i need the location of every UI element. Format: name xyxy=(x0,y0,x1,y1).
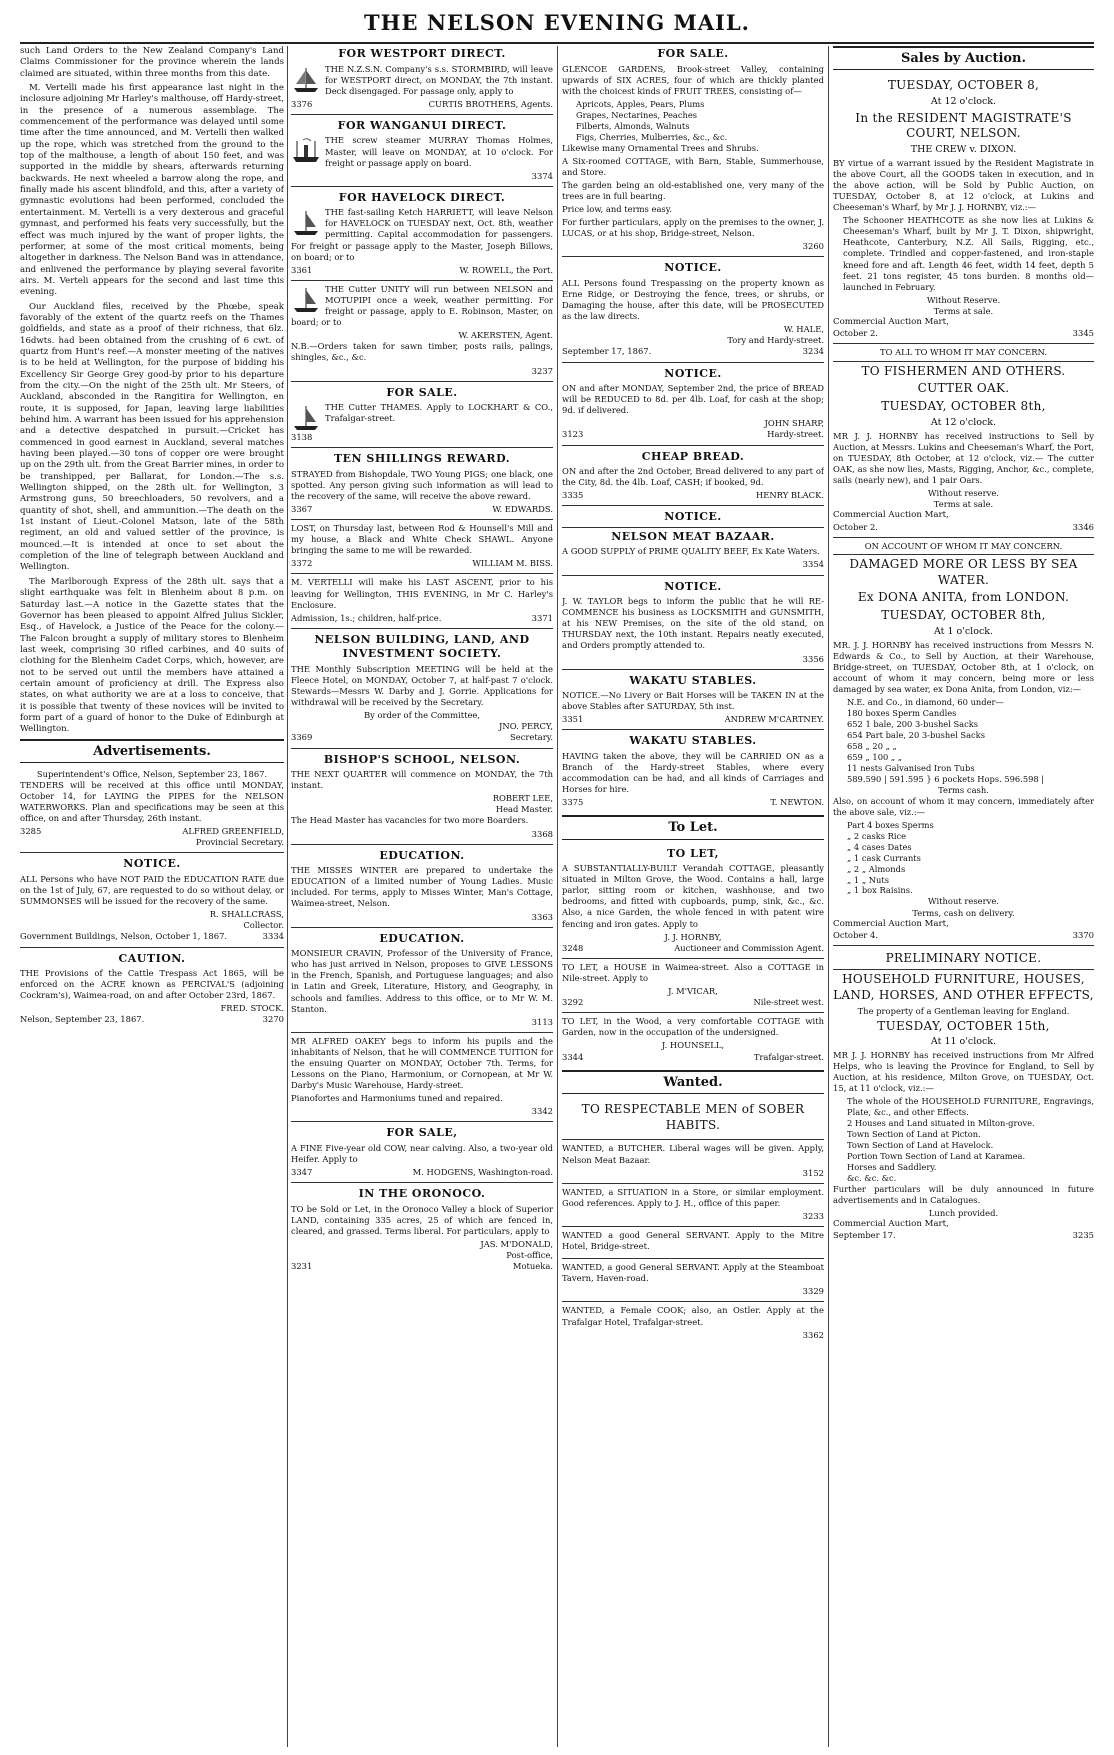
list-item: „ 1 „ Nuts xyxy=(847,874,889,885)
ad-text: For further particulars, apply on the premises to the owner, J. LUCAS, or at his shop, Bridge-street, Nelson. xyxy=(562,217,824,239)
ad-signer: JOHN SHARP, xyxy=(764,418,824,429)
sales-by-auction-header: Sales by Auction. xyxy=(833,46,1094,70)
building-society-ad xyxy=(291,628,553,748)
ad-body: MR ALFRED OAKEY begs to inform his pupils and the inhabitants of Nelson, that he will COMMENCE TUITION for the ensuing Quarter on MONDAY, October 7th. Terms, for Lessons on the Piano, Harmonium, or Cornopean, at Mr W. Darby's Music Warehouse, Hardy-street. xyxy=(291,1035,553,1091)
ad-number: 3234 xyxy=(802,346,824,357)
preliminary-notice-auction xyxy=(833,945,1094,1246)
ad-number: 3113 xyxy=(531,1016,553,1027)
ad-number: 3354 xyxy=(802,559,824,570)
list-item: Figs, Cherries, Mulberries, &c., &c. xyxy=(576,131,728,142)
caution-notice xyxy=(20,947,284,1030)
taylor-notice xyxy=(562,575,824,669)
vertelli-ad xyxy=(291,573,553,627)
ad-signer: J. HOUNSELL, xyxy=(661,1040,725,1051)
ad-title: Secretary. xyxy=(510,732,553,743)
tenders-ad xyxy=(20,766,284,853)
ad-admission: Admission, 1s.; children, half-price. xyxy=(291,612,442,623)
ad-heading: NOTICE. xyxy=(123,857,181,871)
ad-title: Head Master. xyxy=(495,804,553,815)
ad-number: 3152 xyxy=(802,1167,824,1178)
ad-text: The garden being an old-established one, very many of the trees are in full bearing. xyxy=(562,179,824,201)
auction-mart: Commercial Auction Mart, xyxy=(833,918,949,929)
ad-number: 3235 xyxy=(1072,1230,1094,1241)
ad-body: THE N.Z.S.N. Company's s.s. STORMBIRD, will leave for WESTPORT direct, on MONDAY, the 7th instant. Deck disengaged. For passage only, apply to xyxy=(325,63,553,96)
ad-signer: W. EDWARDS. xyxy=(492,504,553,515)
education-cravin-ad xyxy=(291,927,553,1032)
ad-title: Auctioneer and Commission Agent. xyxy=(674,942,824,953)
ad-title: Tory and Hardy-street. xyxy=(727,335,824,346)
ad-body: HAVING taken the above, they will be CARRIED ON as a Branch of the Hardy-street Stables, where every accommodation can be had, and all kinds of Carriages and Horses for hire. xyxy=(562,750,824,795)
ad-date: Nelson, September 23, 1867. xyxy=(20,1014,145,1025)
ad-body: TO LET, in the Wood, a very comfortable COTTAGE with Garden, now in the occupation of the undersigned. xyxy=(562,1016,824,1038)
unity-ad xyxy=(291,280,553,381)
cutter-oak-auction xyxy=(833,343,1094,536)
ad-body: BY virtue of a warrant issued by the Resident Magistrate in the above Court, all the GOODS taken in execution, and in the above action, will be Sold by Public Auction, on TUESDAY, October 8, at 12 o'clock, at Lukins and Cheeseman's Wharf, by Mr J. J. HORNBY, viz.:— xyxy=(833,157,1094,213)
fruit-list xyxy=(576,99,824,143)
auction-date: TUESDAY, OCTOBER 8th, xyxy=(881,608,1046,623)
list-item: 180 boxes Sperm Candles xyxy=(847,708,957,718)
ad-signer: JAS. M'DONALD, xyxy=(480,1239,553,1250)
list-item: 658 „ 20 „ „ xyxy=(847,740,897,751)
newspaper-title: THE NELSON EVENING MAIL. xyxy=(364,10,750,35)
auction-cash: Terms cash. xyxy=(938,784,989,795)
lost-shawl-ad xyxy=(291,519,553,573)
bishops-school-ad xyxy=(291,748,553,844)
auction-time: At 12 o'clock. xyxy=(930,417,997,429)
auction-terms: Terms, cash on delivery. xyxy=(912,907,1015,918)
ad-heading: WAKATU STABLES. xyxy=(629,734,757,748)
ad-body: MR. J. J. HORNBY has received instructions from Messrs N. Edwards & Co., to Sell by Auction, at their Warehouse, Bridge-street, on TUESDAY, October 8th, at 1 o'clock, on account of whom it may concern, being more or less damaged by sea water, ex Dona Anita, from London, viz:— xyxy=(833,639,1094,694)
auction-concern: TO ALL TO WHOM IT MAY CONCERN. xyxy=(880,347,1047,358)
ad-heading: NOTICE. xyxy=(664,261,722,275)
ad-title: Hardy-street. xyxy=(767,429,824,440)
ad-number: 3285 xyxy=(20,826,42,837)
auction-subheading: HOUSEHOLD FURNITURE, HOUSES, LAND, HORSES, AND OTHER EFFECTS, xyxy=(833,969,1094,1004)
ad-heading: IN THE ORONOCO. xyxy=(358,1187,486,1201)
ad-heading: BISHOP'S SCHOOL, NELSON. xyxy=(323,752,521,766)
ad-body: TO be Sold or Let, in the Oronoco Valley a block of Superior LAND, containing 335 acres, 25 of which are fenced in, cleared, and grassed. Terms liberal. For particulars, apply to xyxy=(291,1203,553,1236)
list-item: Grapes, Nectarines, Peaches xyxy=(576,109,698,120)
property-list xyxy=(847,1096,1094,1184)
ad-body: TENDERS will be received at this office until MONDAY, October 14, for LAYING the PIPES for the NELSON WATERWORKS. Plan and specifications may be seen at this office, on and after Thursday, 26th instant. xyxy=(20,779,284,824)
column-rule xyxy=(828,46,829,1747)
ad-title: Provincial Secretary. xyxy=(195,837,284,848)
ad-body: WANTED, a good General SERVANT. Apply at the Steamboat Tavern, Haven-road. xyxy=(562,1262,824,1284)
havelock-ad xyxy=(291,186,553,280)
wanted-sober-men-ad xyxy=(562,1097,824,1140)
ad-heading: TO LET, xyxy=(666,846,720,860)
wanted-situation-ad xyxy=(562,1183,824,1226)
ad-heading: NOTICE. xyxy=(664,366,722,380)
ad-note: The Head Master has vacancies for two more Boarders. xyxy=(291,815,529,826)
ad-number: 3371 xyxy=(531,612,553,623)
list-item: Town Section of Land at Picton. xyxy=(847,1129,981,1140)
list-item: 589.590 | 591.595 } 6 pockets Hops. 596.598 | xyxy=(847,773,1045,784)
wanted-header: Wanted. xyxy=(562,1070,824,1094)
ad-body: THE screw steamer MURRAY Thomas Holmes, Master, will leave on MONDAY, at 10 o'clock. For freight or passage apply on board. xyxy=(325,135,553,168)
ad-signer: ROBERT LEE, xyxy=(492,793,553,804)
ad-body: MR J. J. HORNBY has received instructions to Sell by Auction, at Messrs. Lukins and Cheeseman's Wharf, the Port, on TUESDAY, 8th October, at 12 o'clock, viz.— The cutter OAK, as she now lies, Masts, Rigging, Anchor, &c., complete, sails (nearly new), and 1 pair Oars. xyxy=(833,430,1094,485)
ad-number: 3351 xyxy=(562,714,584,725)
ad-body: THE MISSES WINTER are prepared to undertake the EDUCATION of a limited number of Young Ladies. Music included. For terms, apply to Misses Winter, Man's Cottage, Waimea-street, Nelson. xyxy=(291,865,553,909)
ad-number: 3370 xyxy=(1072,929,1094,940)
to-let-wood-ad xyxy=(562,1012,824,1066)
ad-title: Post-office, xyxy=(506,1250,553,1261)
list-item: „ 1 box Raisins. xyxy=(847,885,913,896)
list-item: Part 4 boxes Sperms xyxy=(847,819,934,830)
wakatu-stables-notice-2 xyxy=(562,729,824,812)
ad-body: ALL Persons found Trespassing on the property known as Erne Ridge, or Destroying the fence, trees, or shrubs, or Damaging the house, after this date, will be PROSECUTED as the law directs. xyxy=(562,277,824,322)
ad-number: 3347 xyxy=(291,1167,313,1178)
ad-number: 3344 xyxy=(562,1051,584,1062)
auction-case: THE CREW v. DIXON. xyxy=(910,144,1017,156)
ad-signer: HENRY BLACK. xyxy=(755,490,824,501)
thames-sale-ad xyxy=(291,381,553,448)
auction-mart-date: October 2. xyxy=(833,521,878,532)
column-rule xyxy=(287,46,288,1747)
wanted-servant-mitre-ad xyxy=(562,1226,824,1258)
ad-number: 3237 xyxy=(531,365,553,376)
auction-court: In the RESIDENT MAGISTRATE'S COURT, NELSON. xyxy=(855,110,1072,141)
column-2 xyxy=(291,46,553,1747)
ad-heading: WAKATU STABLES. xyxy=(629,673,757,687)
education-rate-notice xyxy=(20,852,284,946)
ad-number: 3334 xyxy=(262,931,284,942)
ad-note: Pianofortes and Harmoniums tuned and repaired. xyxy=(291,1093,503,1104)
ad-number: 3367 xyxy=(291,504,313,515)
auction-item: The Schooner HEATHCOTE as she now lies at Lukins & Cheeseman's Wharf, built by Mr J. T. Dixon, shipwright, Heathcote, Canterbury, N.Z. All Sails, Rigging, etc., complete. Trindled and copper-fastened, and iron-staple kneed fore and aft. Length 46 feet, width 14 feet, depth 5 feet. 21 tons register, 45 tons burden. 8 months old—launched in February. xyxy=(843,215,1094,292)
ad-body: THE NEXT QUARTER will commence on MONDAY, the 7th instant. xyxy=(291,769,553,791)
ad-signer: W. AKERSTEN, Agent. xyxy=(458,330,553,341)
ad-body: A GOOD SUPPLY of PRIME QUALITY BEEF, Ex Kate Waters. xyxy=(562,546,820,557)
ad-body: MONSIEUR CRAVIN, Professor of the University of France, who has just arrived in Nelson, proposes to GIVE LESSONS in the French, Spanish, and Portuguese languages; and also in Latin and Greek, Literature, History, and Geography, in schools and families. Address to this office, or to Mr W. M. Stanton. xyxy=(291,948,553,1014)
ad-body: J. W. TAYLOR begs to inform the public that he will RE-COMMENCE his business as LOCKSMITH and GUNSMITH, at his NEW Premises, on the site of the old stand, on THURSDAY next, the 10th instant. Repairs neatly executed, and Orders promptly attended to. xyxy=(562,596,824,651)
ad-heading: NOTICE. xyxy=(664,510,722,524)
list-item: „ 2 „ Almonds xyxy=(847,863,906,874)
ad-text: Likewise many Ornamental Trees and Shrubs. xyxy=(562,142,759,153)
wanted-servant-steamboat-ad xyxy=(562,1258,824,1301)
wanted-butcher-ad xyxy=(562,1139,824,1182)
ad-heading: NELSON BUILDING, LAND, AND INVESTMENT SOCIETY. xyxy=(314,632,530,661)
glencoe-sale-ad xyxy=(562,47,824,256)
ad-heading: TEN SHILLINGS REWARD. xyxy=(333,452,511,466)
list-item: Town Section of Land at Havelock. xyxy=(847,1140,994,1151)
ad-title: Collector. xyxy=(243,920,284,931)
ad-number: 3248 xyxy=(562,942,584,953)
ad-title: Trafalgar-street. xyxy=(753,1051,824,1062)
ad-body: THE fast-sailing Ketch HARRIETT, will leave Nelson for HAVELOCK on TUESDAY next, Oct. 8th, weather permitting. Capital accommodation for passengers. For freight or passage apply to the Master, Joseph Billows, on board; or to xyxy=(291,207,553,262)
auction-mart: Commercial Auction Mart, xyxy=(833,1219,949,1230)
ad-heading: FOR SALE. xyxy=(386,385,458,399)
ad-signer: J. M'VICAR, xyxy=(668,986,718,997)
reward-ad xyxy=(291,447,553,519)
ad-text: A Six-roomed COTTAGE, with Barn, Stable, Summerhouse, and Store. xyxy=(562,155,824,177)
auction-concern: ON ACCOUNT OF WHOM IT MAY CONCERN. xyxy=(864,540,1063,551)
ad-heading: NOTICE. xyxy=(664,579,722,593)
auction-date: TUESDAY, OCTOBER 8, xyxy=(887,78,1040,93)
ship-icon xyxy=(291,209,321,237)
steamer-icon xyxy=(291,137,321,165)
ad-body: THE Cutter THAMES. Apply to LOCKHART & CO., Trafalgar-street. xyxy=(325,402,553,424)
ad-number: 3374 xyxy=(531,170,553,181)
ad-number: 3260 xyxy=(802,241,824,252)
auction-mart: Commercial Auction Mart, xyxy=(833,317,949,328)
masthead xyxy=(20,6,1094,44)
list-item: &c. &c. &c. xyxy=(847,1172,897,1183)
ad-body: THE Cutter UNITY will run between NELSON and MOTUPIPI once a week, weather permitting. For freight or passage, apply to E. Robinson, Master, on board; or to xyxy=(291,283,553,328)
ad-signer: FRED. STOCK. xyxy=(220,1003,284,1014)
auction-ex: Ex DONA ANITA, from LONDON. xyxy=(857,590,1070,605)
ad-number: 3376 xyxy=(291,98,313,109)
to-let-house-ad xyxy=(562,958,824,1012)
meat-bazaar-ad xyxy=(562,505,824,574)
news-paragraph: M. Vertelli made his first appearance last night in the inclosure adjoining Mr Harley's malthouse, off Hardy-street, in the presence of a numerous assemblage. The commencement of the performance was delayed until some time after the time announced, and M. Vertelli then walked up the rope, which was stretched from the ground to the top of the malthouse, a length of about 150 feet, and was supported in the middle by shears, afterwards returning backwards. He next wheeled a barrow along the rope, and finally made his ascent blindfold, and this, after a variety of gymnastic evolutions had been performed, concluded the entertainment. M. Vertelli is a very dexterous and graceful gymnast, and performed his feats very successfully, but the effect was much injured by the want of proper lights, the performer, at some of the most critical moments, being altogether in darkness. The Nelson Band was in attendance, and enlivened the performance by playing several favorite airs. M. Verteli appears for the second and last time this evening. xyxy=(20,83,284,298)
ad-body: ON and after the 2nd October, Bread delivered to any part of the City, 8d. the 4lb. Loaf, CASH; if booked, 9d. xyxy=(562,466,824,488)
ship-icon xyxy=(291,66,321,94)
ad-body: M. VERTELLI will make his LAST ASCENT, prior to his leaving for Wellington, THIS EVENING, in Mr C. Harley's Enclosure. xyxy=(291,577,553,610)
westport-ad xyxy=(291,47,553,114)
auction-terms: Terms at sale. xyxy=(933,305,994,316)
ad-text: Also, on account of whom it may concern, immediately after the above sale, viz.:— xyxy=(833,795,1094,817)
ad-body: THE Provisions of the Cattle Trespass Act 1865, will be enforced on the ACRE known as PERCIVAL'S (adjoining Cockram's), Waimea-road, on and after October 23rd, 1867. xyxy=(20,968,284,1001)
auction-time: At 1 o'clock. xyxy=(933,626,994,638)
ad-signer: JNO. PERCY, xyxy=(499,721,553,732)
ad-body: STRAYED from Bishopdale, TWO Young PIGS; one black, one spotted. Any person giving such information as will lead to the recovery of the same, will receive the above reward. xyxy=(291,468,553,501)
ad-heading: FOR SALE. xyxy=(657,47,729,60)
ad-heading: FOR WANGANUI DIRECT. xyxy=(337,118,507,132)
ad-number: 3231 xyxy=(291,1261,313,1272)
wanganui-ad xyxy=(291,114,553,186)
ad-heading: FOR HAVELOCK DIRECT. xyxy=(338,190,506,204)
auction-mart: Commercial Auction Mart, xyxy=(833,510,949,521)
ad-number: 3369 xyxy=(291,732,313,743)
ad-signer: ALFRED GREENFIELD, xyxy=(182,826,284,837)
ship-icon xyxy=(291,404,321,432)
to-let-cottage-ad xyxy=(562,843,824,958)
auction-lunch: Lunch provided. xyxy=(928,1208,999,1219)
ad-body: NOTICE.—No Livery or Bait Horses will be TAKEN IN at the above Stables after SATURDAY, 5th inst. xyxy=(562,690,824,712)
auction-terms: Terms at sale. xyxy=(933,499,994,510)
ad-number: 3292 xyxy=(562,997,584,1008)
list-item: „ 1 cask Currants xyxy=(847,852,921,863)
trespass-notice xyxy=(562,256,824,361)
auction-sub: The property of a Gentleman leaving for England. xyxy=(857,1005,1070,1016)
auction-time: At 11 o'clock. xyxy=(930,1036,997,1048)
goods-list-2 xyxy=(847,820,1094,897)
ad-office: Superintendent's Office, Nelson, September 23, 1867. xyxy=(36,768,268,779)
ad-body: A SUBSTANTIALLY-BUILT Verandah COTTAGE, pleasantly situated in Milton Grove, the Wood. Contains a hall, large parlor, sitting room or kitchen, washhouse, and two bedrooms, and fitted with cupboards, pump, sink, &c., &c. Also, a nice Garden, the whole fenced in with patent wire fencing and iron gates. Apply to xyxy=(562,863,824,929)
list-item: Filberts, Almonds, Walnuts xyxy=(576,120,690,131)
auction-reserve: Without Reserve. xyxy=(926,294,1001,305)
ad-signer: W. HALE, xyxy=(783,324,824,335)
bread-notice xyxy=(562,362,824,445)
list-item: 659 „ 100 „ „ xyxy=(847,751,903,762)
ad-number: 3138 xyxy=(291,432,313,443)
ad-heading: EDUCATION. xyxy=(379,848,465,862)
ad-number: 3361 xyxy=(291,264,313,275)
ad-body: WANTED, a Female COOK; also, an Ostler. Apply at the Trafalgar Hotel, Trafalgar-street. xyxy=(562,1305,824,1327)
ad-body: MR J. J. HORNBY has received instructions from Mr Alfred Helps, who is leaving the Province for England, to Sell by Auction, at his residence, Milton Grove, on TUESDAY, Oct. 15, at 11 o'clock, viz.:— xyxy=(833,1049,1094,1094)
ad-body: ON and after MONDAY, September 2nd, the price of BREAD will be REDUCED to 8d. per 4lb. Loaf, for cash at the shop; 9d. if delivered. xyxy=(562,383,824,416)
ad-note: N.B.—Orders taken for sawn timber, posts rails, palings, shingles, &c., &c. xyxy=(291,341,553,363)
wakatu-stables-notice-1 xyxy=(562,669,824,730)
ad-body: THE Monthly Subscription MEETING will be held at the Fleece Hotel, on MONDAY, October 7, at half-past 7 o'clock. Stewards—Messrs W. Darby and J. Gorrie. Applications for withdrawal will be received by the Secretary. xyxy=(291,663,553,708)
education-winter-ad xyxy=(291,844,553,927)
goods-list xyxy=(847,697,1094,785)
list-item: 652 1 bale, 200 3-bushel Sacks xyxy=(847,718,979,729)
ad-number: 3123 xyxy=(562,429,584,440)
column-rule xyxy=(557,46,558,1747)
ad-subheading: NELSON MEAT BAZAAR. xyxy=(562,527,824,545)
ad-number: 3375 xyxy=(562,797,584,808)
list-item: Apricots, Apples, Pears, Plums xyxy=(576,98,705,109)
ad-number: 3270 xyxy=(262,1014,284,1025)
crew-v-dixon-auction xyxy=(833,73,1094,343)
ad-number: 3363 xyxy=(531,911,553,922)
column-3 xyxy=(562,46,824,1747)
auction-mart-date: September 17. xyxy=(833,1230,896,1241)
auction-reserve: Without reserve. xyxy=(928,896,999,907)
ad-body: TO LET, a HOUSE in Waimea-street. Also a COTTAGE in Nile-street. Apply to xyxy=(562,961,824,983)
list-item: Horses and Saddlery. xyxy=(847,1161,937,1172)
ad-body: WANTED, a SITUATION in a Store, or similar employment. Good references. Apply to J. H., office of this paper. xyxy=(562,1186,824,1208)
ad-number: 3345 xyxy=(1072,328,1094,339)
ad-heading: CHEAP BREAD. xyxy=(641,449,745,463)
ad-text: Price low, and terms easy. xyxy=(562,204,673,215)
list-item: 2 Houses and Land situated in Milton-grove. xyxy=(847,1118,1035,1129)
auction-heading: DAMAGED MORE OR LESS BY SEA WATER. xyxy=(833,554,1094,589)
ad-number: 3356 xyxy=(802,653,824,664)
ad-body: GLENCOE GARDENS, Brook-street Valley, containing upwards of SIX ACRES, four of which are thickly planted with the choicest kinds of FRUIT TREES, consisting of— xyxy=(562,63,824,96)
ad-signer: M. HODGENS, Washington-road. xyxy=(412,1167,553,1178)
ad-number: 3342 xyxy=(531,1106,553,1117)
ad-signer: CURTIS BROTHERS, Agents. xyxy=(428,98,553,109)
auction-heading: TO FISHERMEN AND OTHERS. xyxy=(833,361,1094,380)
auction-date: TUESDAY, OCTOBER 15th, xyxy=(877,1018,1050,1033)
auction-time: At 12 o'clock. xyxy=(930,95,997,107)
ad-signer: R. SHALLCRASS, xyxy=(209,909,284,920)
news-paragraph: Our Auckland files, received by the Phœbe, speak favorably of the extent of the quartz reefs on the Thames goldfields, and state as a proof of their richness, that 6lz. 16dwts. had been obtained from the crushing of 6 cwt. of quartz from Hunt's reef.—A monster meeting of the natives is to be held at Wellington, for the purpose of bidding his Excellency Sir George Grey good-by prior to his departure from the city.—On the night of the 25th ult. Mr Steers, of Auckland, absconded in the Rangitira for Wellington, en route, it is supposed, for Japan, leaving large liabilities behind him. A warrant has been issued for his apprehension and a detective despatched in pursuit.—Cricket has commenced in good earnest in Auckland, several matches having been played.—30 tons of copper ore were brought up on the 29th ult. from the Great Barrier mines, in order to be transhipped, per Ballarat, for London.—The s.s. Wellington shipped, on the 28th ult. for Wellington, 3 Armstrong guns, 50 breechloaders, 50 revolvers, and a quantity of shot, shell, and ammunition.—The death on the 1st instant of Lieut.-Colonel Matson, late of the 58th regiment, an old and valued settler of the province, is mounced.—It is intended at once to set about the completion of the line of telegraph between Auckland and Wellington. xyxy=(20,301,284,573)
ad-number: 3233 xyxy=(802,1210,824,1221)
auction-date: TUESDAY, OCTOBER 8th, xyxy=(881,399,1046,414)
ad-text: Further particulars will be duly announced in future advertisements and in Catalogues. xyxy=(833,1183,1094,1205)
ad-number: 3346 xyxy=(1072,521,1094,532)
list-item: „ 2 casks Rice xyxy=(847,830,907,841)
ad-number: 3372 xyxy=(291,558,313,569)
ad-place: Motueka. xyxy=(512,1261,553,1272)
news-paragraph: The Marlborough Express of the 28th ult. says that a slight earthquake was felt in Blenheim about 8 p.m. on Saturday last.—A notice in the Gazette states that the Governor has been pleased to appoint Alfred Julius Sickler, Esq., of Havelock, a Justice of the Peace for the colony.—The Falcon brought a supply of military stores to Blenheim last week, comprising 30 rifled carbines, and 40 suits of clothing for the Blenheim Cadet Corps, which, however, are not to be served out until the members have attained a certain amount of proficiency at drill. The Express also states, on what authority we are at a loss to conceive, that it is possible that twenty of these novices will be invited to form part of a guard of honor to the Duke of Edinburgh at Wellington. xyxy=(20,576,284,735)
ad-body: ALL Persons who have NOT PAID the EDUCATION RATE due on the 1st of July, 67, are requested to do so without delay, or SUMMONSES will be issued for the recovery of the same. xyxy=(20,873,284,907)
ad-number: 3362 xyxy=(802,1329,824,1340)
ad-heading: EDUCATION. xyxy=(379,931,465,945)
ad-title: Nile-street west. xyxy=(753,997,824,1008)
ad-heading: FOR SALE, xyxy=(386,1126,458,1140)
ad-body: A FINE Five-year old COW, near calving. Also, a two-year old Heifer. Apply to xyxy=(291,1142,553,1165)
advertisements-header: Advertisements. xyxy=(20,739,284,763)
to-let-header: To Let. xyxy=(562,815,824,839)
ad-signer: J. J. HORNBY, xyxy=(664,931,722,942)
oronoco-ad xyxy=(291,1182,553,1276)
ad-body: LOST, on Thursday last, between Rod & Hounsell's Mill and my house, a Black and White Check SHAWL. Anyone bringing the same to me will be rewarded. xyxy=(291,523,553,556)
column-1 xyxy=(20,46,284,1747)
ad-place: Government Buildings, Nelson, October 1, 1867. xyxy=(20,931,228,942)
list-item: The whole of the HOUSEHOLD FURNITURE, Engravings, Plate, &c., and other Effects. xyxy=(847,1096,1094,1118)
auction-name: CUTTER OAK. xyxy=(917,381,1010,396)
oakey-tuition-ad xyxy=(291,1032,553,1122)
ad-body: WANTED, a BUTCHER. Liberal wages will be given. Apply, Nelson Meat Bazaar. xyxy=(562,1143,824,1165)
ship-icon xyxy=(291,286,321,314)
list-item: 11 nests Galvanised Iron Tubs xyxy=(847,762,975,773)
ad-date: September 17, 1867. xyxy=(562,346,652,357)
damaged-goods-auction xyxy=(833,537,1094,945)
list-item: „ 4 cases Dates xyxy=(847,841,912,852)
auction-heading: PRELIMINARY NOTICE. xyxy=(885,951,1042,966)
cheap-bread-ad xyxy=(562,445,824,506)
ad-signer: W. ROWELL, the Port. xyxy=(459,264,553,275)
column-4 xyxy=(833,46,1094,1747)
auction-mart-date: October 2. xyxy=(833,328,878,339)
list-item: 654 Part bale, 20 3-bushel Sacks xyxy=(847,729,985,740)
ad-number: 3335 xyxy=(562,490,584,501)
ad-body: WANTED a good General SERVANT. Apply to the Mitre Hotel, Bridge-street. xyxy=(562,1229,824,1252)
list-item: Portion Town Section of Land at Karamea. xyxy=(847,1151,1026,1162)
wanted-cook-ad xyxy=(562,1301,824,1344)
ad-signer: WILLIAM M. BISS. xyxy=(472,558,553,569)
ad-number: 3329 xyxy=(802,1286,824,1297)
cow-sale-ad xyxy=(291,1121,553,1182)
ad-heading: FOR WESTPORT DIRECT. xyxy=(338,47,506,60)
auction-reserve: Without reserve. xyxy=(928,488,999,499)
list-item: N.E. and Co., in diamond, 60 under— xyxy=(847,697,1004,708)
ad-heading: CAUTION. xyxy=(118,951,186,965)
ad-signer: T. NEWTON. xyxy=(770,797,824,808)
ad-heading: TO RESPECTABLE MEN of SOBER HABITS. xyxy=(581,1101,805,1132)
auction-mart-date: October 4. xyxy=(833,929,878,940)
ad-order: By order of the Committee, xyxy=(363,710,481,721)
ad-number: 3368 xyxy=(531,828,553,839)
ad-signer: ANDREW M'CARTNEY. xyxy=(724,714,824,725)
news-paragraph: such Land Orders to the New Zealand Company's Land Claims Commissioner for the province wherein the lands claimed are situated, within three months from this date. xyxy=(20,46,284,79)
